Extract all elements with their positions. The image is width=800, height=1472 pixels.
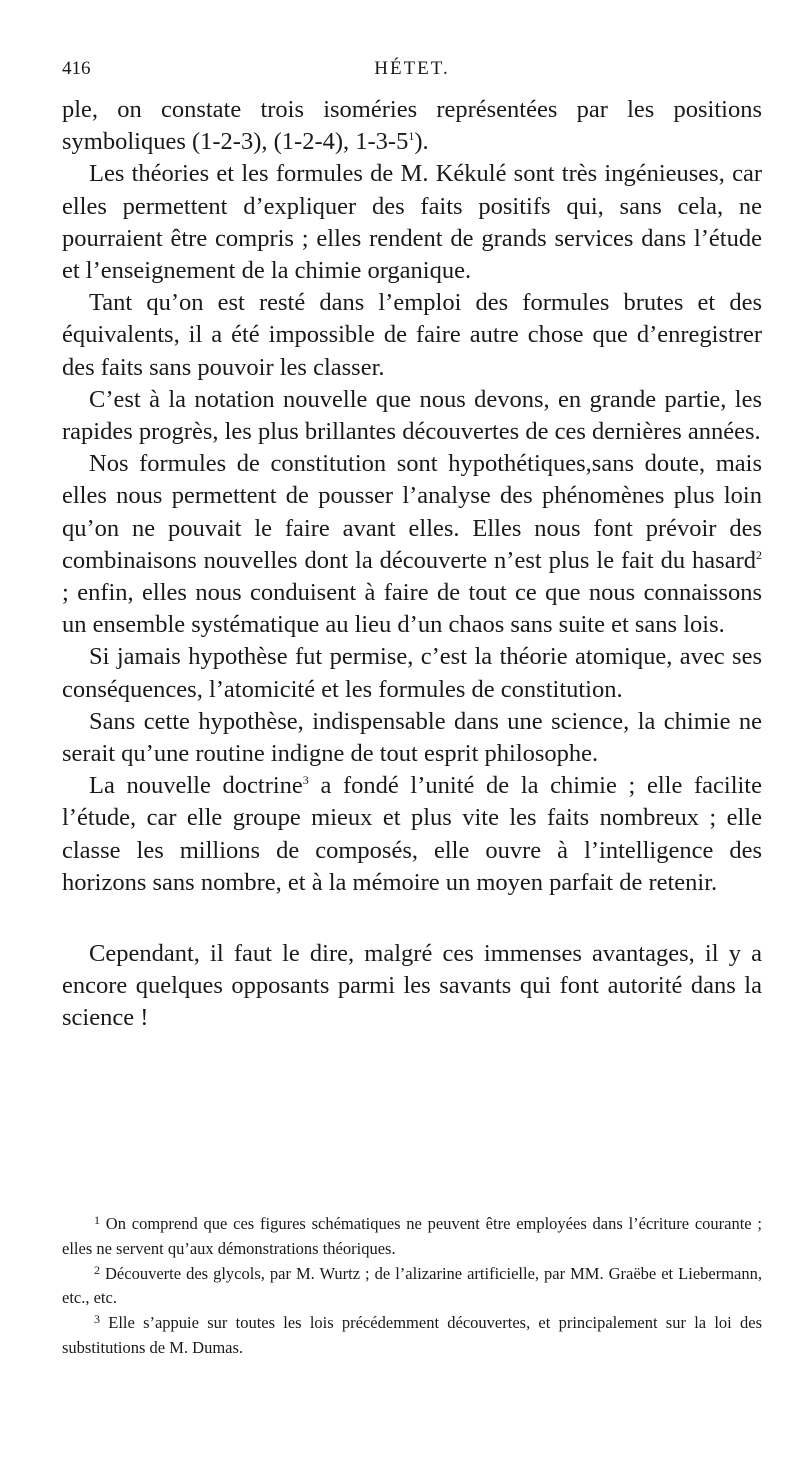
- footnote-ref: 1: [408, 129, 415, 144]
- paragraph-text: La nouvelle doctrine: [89, 772, 303, 800]
- running-title: HÉTET.: [374, 58, 450, 79]
- paragraph-text: Cependant, il faut le dire, malgré ces immenses avantages, il y a encore quelques opposants parmi les savants qui font autorité dans la science !: [62, 940, 762, 1032]
- paragraph-text: Nos formules de constitution sont hypothétiques,sans doute, mais elles nous permettent de pousser l’analyse des phénomènes plus loin qu’on ne pouvait le faire avant elles. Elles nous font prévoir des combinaisons nouvelles dont la découverte n’est plus le fait du hasard: [62, 450, 762, 574]
- footnote: 3 Elle s’appuie sur toutes les lois précédemment découvertes, et principalement sur la loi des substitutions de M. Dumas.: [62, 1312, 763, 1357]
- paragraph: [62, 706, 762, 770]
- body-text: [62, 94, 762, 1035]
- paragraph-text: Si jamais hypothèse fut permise, c’est la théorie atomique, avec ses conséquences, l’atomicité et les formules de constitution.: [62, 643, 762, 703]
- paragraph-text: ; enfin, elles nous conduisent à faire de tout ce que nous connaissons un ensemble systématique au lieu d’un chaos sans suite et sans lois.: [62, 579, 762, 639]
- paragraph: [62, 770, 762, 899]
- paragraph: [62, 938, 762, 1035]
- paragraph-text: C’est à la notation nouvelle que nous devons, en grande partie, les rapides progrès, les plus brillantes découvertes de ces dernières années.: [62, 385, 762, 446]
- paragraph: [62, 158, 762, 287]
- paragraph: [62, 641, 762, 705]
- footnote-text: On comprend que ces figures schématiques ne peuvent être employées dans l’écriture courante ; elles ne servent qu’aux démonstrations théoriques.: [62, 1214, 762, 1258]
- footnote-text: Elle s’appuie sur toutes les lois précédemment découvertes, et principalement sur la loi des substitutions de M. Dumas.: [62, 1313, 763, 1357]
- paragraph: [62, 94, 762, 158]
- footnote-ref: 2: [756, 547, 762, 562]
- footnote-text: Découverte des glycols, par M. Wurtz ; de l’alizarine artificielle, par MM. Graëbe et Liebermann, etc., etc.: [62, 1263, 762, 1308]
- footnote: 2 Découverte des glycols, par M. Wurtz ; de l’alizarine artificielle, par MM. Graëbe et Liebermann, etc., etc.: [62, 1262, 762, 1308]
- paragraph-text: ple, on constate trois isoméries représentées par les positions symboliques (1-2-3), (1-2-4), 1-3-5: [62, 96, 762, 156]
- footnotes: [62, 1212, 762, 1361]
- paragraph: [62, 287, 762, 384]
- paragraph: [62, 448, 762, 641]
- paragraph-text: Les théories et les formules de M. Kékulé sont très ingénieuses, car elles permettent d’expliquer des faits positifs qui, sans cela, ne pourraient être compris ; elles rendent de grands services dans l’étude et l’enseignement de la chimie organique.: [62, 160, 762, 285]
- page-header: [62, 58, 762, 88]
- paragraph-text: Tant qu’on est resté dans l’emploi des formules brutes et des équivalents, il a été impossible de faire autre chose que d’enregistrer des faits sans pouvoir les classer.: [62, 289, 762, 381]
- page-number: 416: [62, 58, 91, 79]
- footnote-ref: 3: [302, 773, 309, 788]
- paragraph-text: Sans cette hypothèse, indispensable dans une science, la chimie ne serait qu’une routine indigne de tout esprit philosophe.: [62, 707, 762, 768]
- footnote: 1 On comprend que ces figures schématiques ne peuvent être employées dans l’écriture courante ; elles ne servent qu’aux démonstrations théoriques.: [62, 1213, 762, 1258]
- paragraph-text: a fondé l’unité de la chimie ; elle facilite l’étude, car elle groupe mieux et plus vite les faits nombreux ; elle classe les millions de composés, elle ouvre à l’intelligence des horizons sans nombre, et à la mémoire un moyen parfait de retenir.: [62, 772, 762, 896]
- paragraph-text: ).: [414, 128, 429, 156]
- paragraph: [62, 384, 762, 448]
